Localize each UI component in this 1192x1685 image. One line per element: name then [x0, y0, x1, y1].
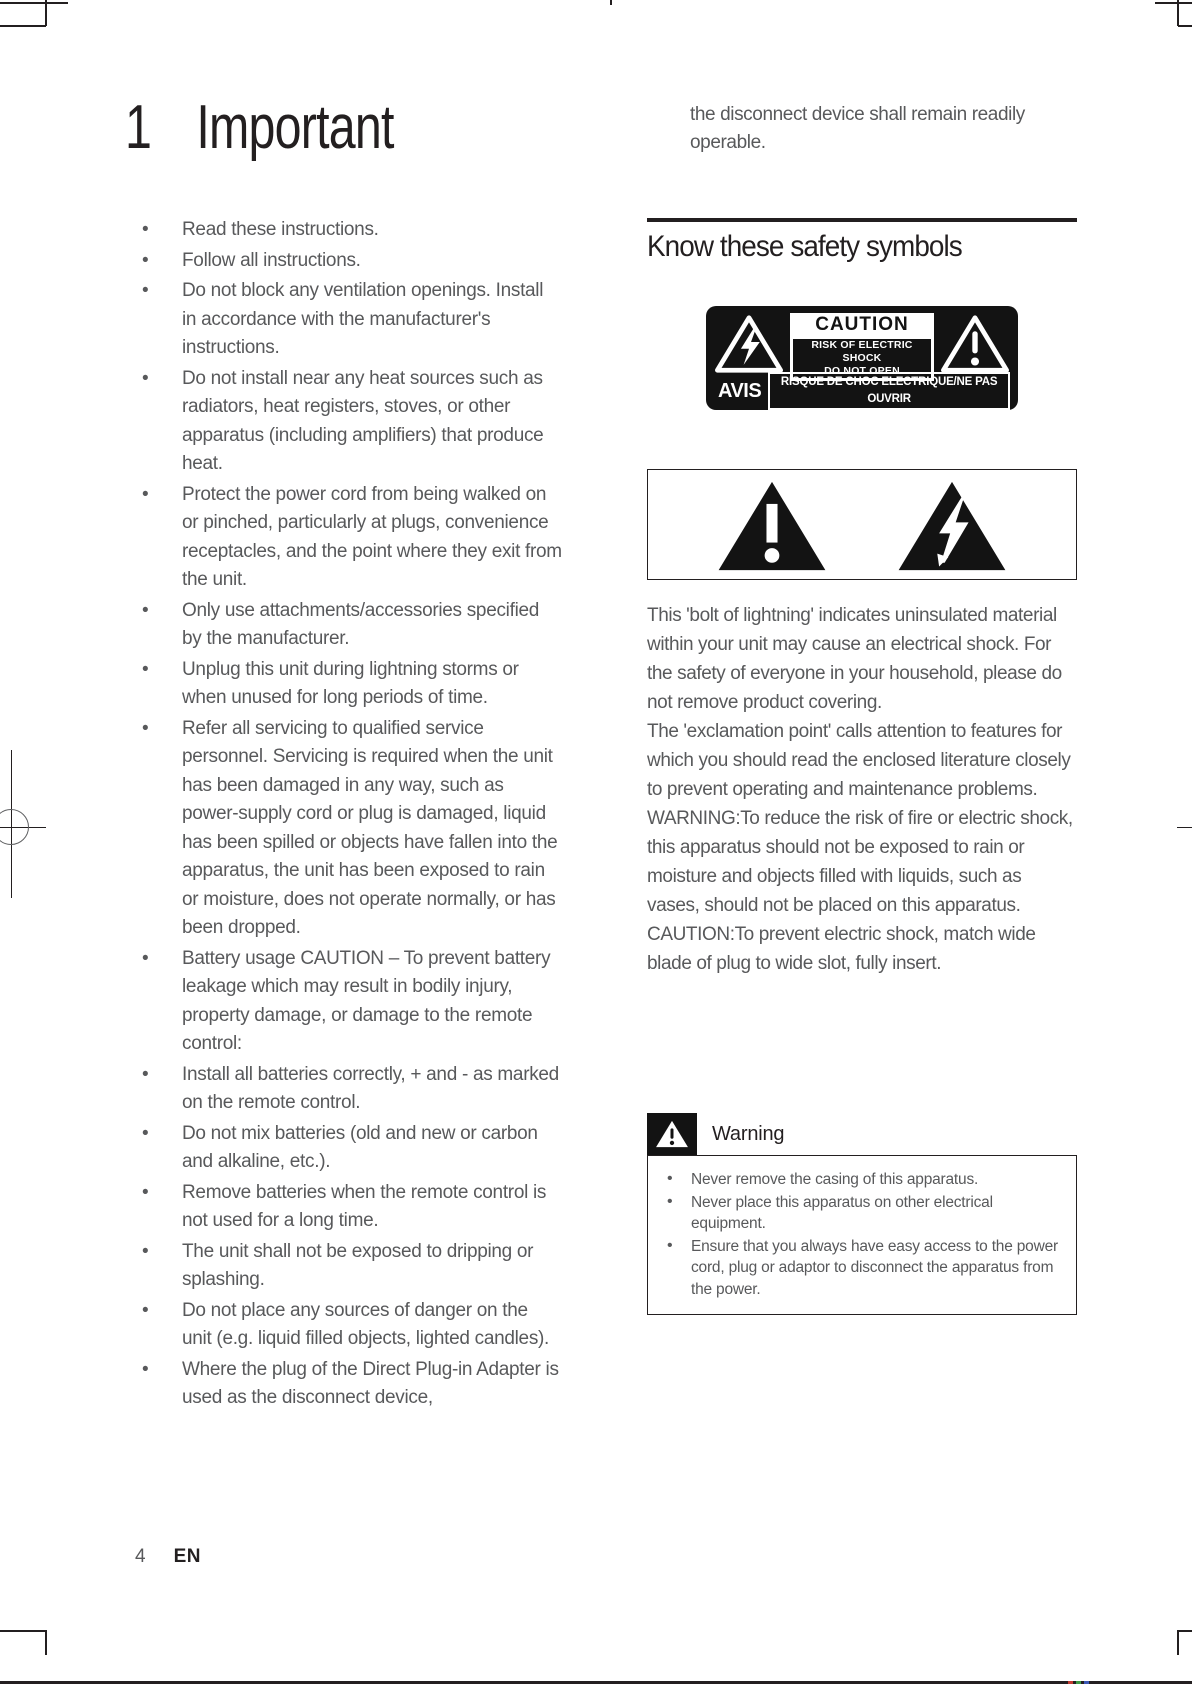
paragraph: This 'bolt of lightning' indicates uninsulated material within your unit may cause an electrical shock. For the safety of everyone in your household, please do not remove product covering. [647, 605, 1062, 713]
warning-box [647, 1113, 1077, 1315]
warning-item: • Never remove the casing of this apparatus. [648, 1169, 1068, 1191]
page-number: 4 [135, 1546, 146, 1567]
list-item: • Battery usage CAUTION – To prevent battery leakage which may result in bodily injury, property damage, or damage to the remote control: [125, 945, 562, 1059]
list-item: • Unplug this unit during lightning storms or when unused for long periods of time. [125, 656, 562, 713]
crop-mark-bottom-right [1178, 1630, 1192, 1632]
list-item: • Refer all servicing to qualified service personnel. Servicing is required when the unit has been damaged in any way, such as power-supply cord or plug is damaged, liquid has been spilled or objects have fallen into the apparatus, the unit has been exposed to rain or moisture, does not operate normally, or has been dropped. [125, 715, 562, 943]
list-item: • Do not place any sources of danger on the unit (e.g. liquid filled objects, lighted candles). [125, 1297, 562, 1354]
exclamation-triangle-icon [940, 313, 1010, 375]
caution-label-center [790, 313, 934, 375]
list-item: • Remove batteries when the remote control is not used for a long time. [125, 1179, 562, 1236]
warning-icon-tab [647, 1113, 697, 1155]
page-language: EN [173, 1546, 201, 1567]
warning-body [647, 1155, 1077, 1315]
crop-mark-right [1177, 827, 1192, 828]
warning-header [647, 1113, 1077, 1155]
crop-mark-bottom-left [45, 1630, 47, 1655]
lightning-triangle-icon [714, 313, 784, 375]
avis-text-box: RISQUE DE CHOC ELECTRIQUE/NE PAS OUVRIR [768, 372, 1010, 410]
list-item: • Only use attachments/accessories specified by the manufacturer. [125, 597, 562, 654]
risk-line: RISK OF ELECTRIC SHOCK [811, 339, 913, 364]
warning-item: • Never place this apparatus on other electrical equipment. [648, 1192, 1068, 1235]
crop-mark-top-center [610, 0, 612, 5]
section-heading-block [647, 218, 1077, 263]
caution-label [706, 306, 1018, 410]
chapter-title [125, 93, 466, 162]
paragraph: WARNING:To reduce the risk of fire or electric shock, this apparatus should not be exposed to rain or moisture and objects filled with liquids, such as vases, should not be placed on this apparatus. [647, 808, 1073, 916]
bleed-line-bottom [0, 1681, 1192, 1684]
warning-list [648, 1156, 1076, 1314]
crop-mark-top-left [0, 25, 46, 27]
crop-mark-top-left [45, 0, 47, 26]
continuation-paragraph: the disconnect device shall remain readily operable. [690, 104, 1025, 153]
list-item: • Read these instructions. [125, 216, 562, 245]
list-item: • The unit shall not be exposed to dripping or splashing. [125, 1238, 562, 1295]
crop-mark-top-right [1155, 2, 1192, 4]
list-item: • Where the plug of the Direct Plug-in Adapter is used as the disconnect device, [125, 1356, 562, 1413]
avis-word: AVIS [718, 379, 762, 402]
caution-label-bottom-row [714, 376, 1010, 405]
caution-word: CAUTION [790, 313, 934, 336]
crop-mark-bottom-left [0, 1630, 46, 1632]
left-column [125, 93, 562, 1415]
section-heading: Know these safety symbols [647, 230, 962, 263]
page-footer [135, 1546, 201, 1568]
list-item: • Install all batteries correctly, + and - as marked on the remote control. [125, 1061, 562, 1118]
color-registration-dot [1068, 1681, 1073, 1684]
chapter-number: 1 [125, 93, 152, 162]
crop-mark-bottom-right [1177, 1630, 1179, 1655]
crop-mark-top-right [1178, 25, 1192, 27]
risk-line: DO NOT OPEN [824, 365, 900, 377]
warning-item: • Ensure that you always have easy access to the power cord, plug or adaptor to disconnect the apparatus from the power. [648, 1236, 1068, 1301]
registration-circle-icon [0, 809, 29, 845]
color-registration-dot [1084, 1681, 1089, 1684]
safety-paragraphs [647, 601, 1077, 978]
exclamation-point-symbol-icon [707, 480, 837, 572]
warning-triangle-icon [655, 1119, 689, 1149]
list-item: • Follow all instructions. [125, 247, 562, 276]
list-item: • Protect the power cord from being walked on or pinched, particularly at plugs, convenience receptacles, and the point where they exit from the unit. [125, 481, 562, 595]
warning-title: Warning [712, 1122, 785, 1145]
list-item: • Do not mix batteries (old and new or carbon and alkaline, etc.). [125, 1120, 562, 1177]
safety-instruction-list [125, 216, 562, 1413]
color-registration-dot [1076, 1681, 1081, 1684]
crop-mark-top-right [1177, 0, 1179, 26]
list-item: • Do not install near any heat sources such as radiators, heat registers, stoves, or other apparatus (including amplifiers) that produce heat. [125, 365, 562, 479]
right-column [647, 0, 1077, 1400]
caution-label-top-row [714, 313, 1010, 375]
lightning-bolt-symbol-icon [887, 480, 1017, 572]
chapter-name: Important [196, 93, 394, 162]
paragraph: The 'exclamation point' calls attention to features for which you should read the enclosed literature closely to prevent operating and maintenance problems. [647, 721, 1071, 800]
list-item: • Do not block any ventilation openings. Install in accordance with the manufacturer's instructions. [125, 277, 562, 363]
paragraph: CAUTION:To prevent electric shock, match wide blade of plug to wide slot, fully insert. [647, 924, 1036, 974]
safety-symbols-box [647, 469, 1077, 580]
crop-mark-top-left [0, 2, 68, 4]
